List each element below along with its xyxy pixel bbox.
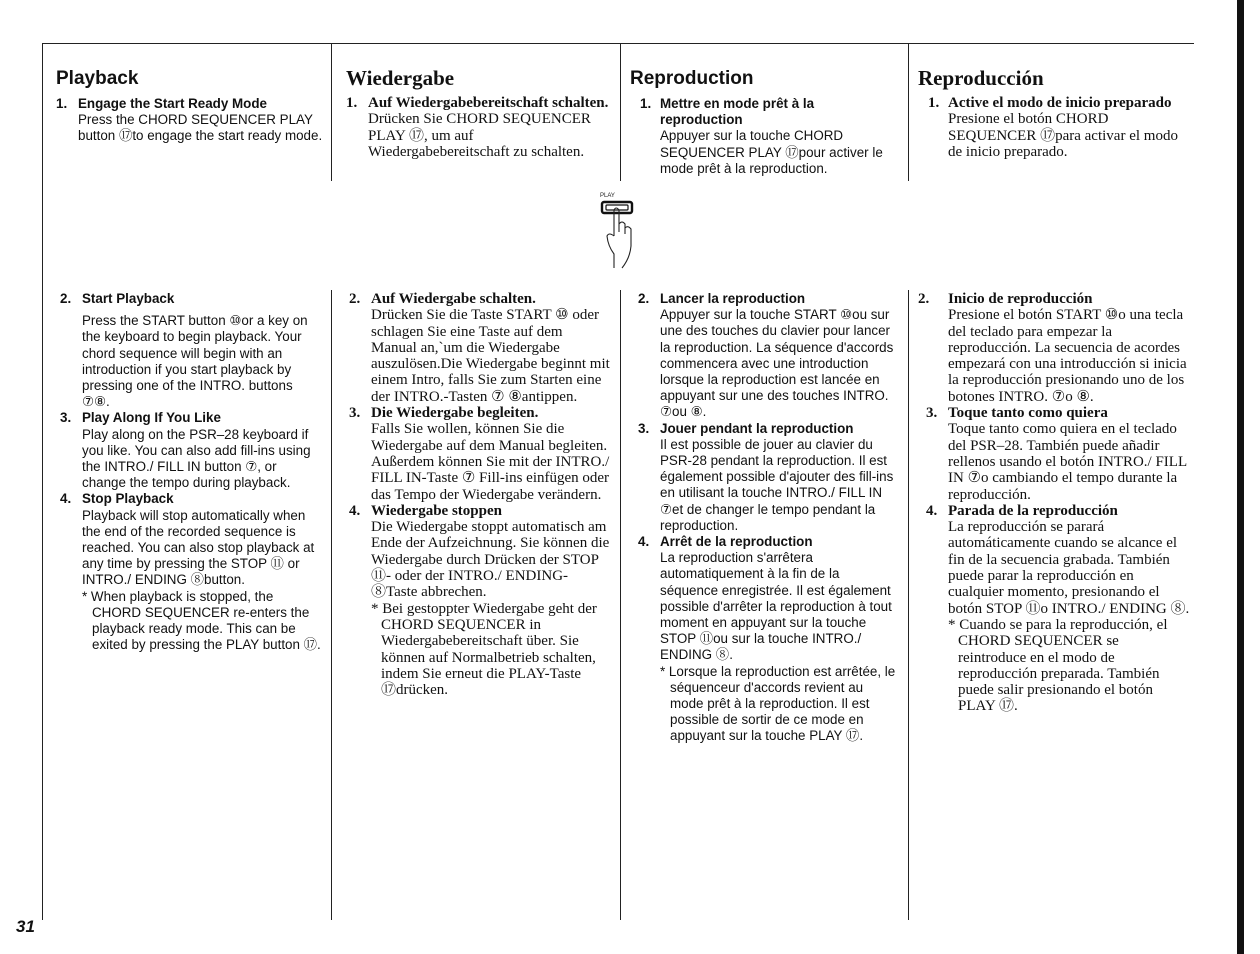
step-heading: Play Along If You Like	[82, 410, 221, 426]
step-1-english	[56, 96, 324, 145]
step-body: Presione el botón CHORD SEQUENCER ⑰para activar el modo de inicio preparado.	[948, 111, 1178, 160]
step-2-german	[349, 291, 612, 405]
step-4-french	[638, 534, 900, 745]
section-title-french: Reproduction	[630, 68, 754, 89]
page-edge-bar	[1237, 0, 1244, 954]
french-column-bottom	[638, 291, 900, 745]
step-body: Playback will stop automatically when the end of the recorded sequence is reached. You can also stop playback at any time by pressing the STOP ⑪ or INTRO./ ENDING ⑧button.	[82, 507, 315, 588]
step-number: 3.	[638, 420, 650, 436]
step-heading: Parada de la reproducción	[948, 502, 1118, 519]
step-3-spanish	[918, 405, 1190, 503]
step-body: Press the START button ⑩or a key on the keyboard to begin playback. Your chord sequence will begin with an introduction if you start playback by pressing one of the INTRO. buttons ⑦⑧.	[82, 313, 308, 410]
column-divider-2	[620, 43, 621, 181]
pointing-hand-icon	[607, 208, 631, 268]
step-2-spanish	[918, 291, 1190, 405]
step-body: La reproduction s'arrêtera automatiquement à la fin de la séquence enregistrée. Il est également possible d'arrêter la reproduction à tout moment en appuyant sur la touche STOP ⑪ou sur la touche INTRO./ ENDING ⑧.	[660, 550, 892, 663]
step-1-spanish	[918, 95, 1190, 160]
step-note: * Bei gestoppter Wiedergabe geht der CHORD SEQUENCER in Wiedergabebereitschaft über. Sie können auf Normalbetrieb schalten, indem Sie erneut die PLAY-Taste ⑰drücken.	[371, 600, 597, 699]
step-number: 4.	[349, 502, 361, 519]
step-heading: Stop Playback	[82, 491, 174, 507]
step-number: 3.	[349, 405, 361, 422]
play-button-illustration	[592, 188, 644, 272]
spanish-column-bottom	[918, 291, 1190, 715]
step-3-german	[349, 405, 612, 503]
step-number: 2.	[638, 291, 650, 306]
step-body: Drücken Sie CHORD SEQUENCER PLAY ⑰, um auf Wiedergabebereitschaft zu schalten.	[368, 111, 591, 160]
step-number: 1.	[346, 95, 358, 111]
step-number: 4.	[638, 534, 650, 550]
step-heading: Mettre en mode prêt à la reproduction	[660, 96, 815, 128]
english-column-top	[56, 68, 324, 145]
step-number: 2.	[918, 291, 930, 307]
step-number: 3.	[926, 405, 938, 422]
step-number: 4.	[60, 491, 72, 507]
step-body: Die Wiedergabe stoppt automatisch am Ende der Aufzeichnung. Sie können die Wiedergabe durch Drücken der STOP ⑪- oder der INTRO./ ENDING- ⑧Taste abbrechen.	[371, 519, 610, 601]
step-body: Il est possible de jouer au clavier du PSR-28 pendant la reproduction. Il est également possible d'ajouter des fill-ins en utilisant la touche INTRO./ FILL IN ⑦et de changer le tempo pendant la reproduction.	[660, 436, 894, 533]
step-heading: Active el modo de inicio preparado	[948, 95, 1172, 111]
step-body: La reproducción se parará automáticamente cuando se alcance el fin de la secuencia grabada. También puede parar la reproducción en cualquier momento, presionando el botón STOP ⑪o INTRO./ ENDING ⑧.	[948, 519, 1190, 617]
step-1-french	[630, 96, 900, 177]
german-column-top	[346, 67, 612, 160]
section-title-spanish: Reproducción	[918, 66, 1044, 90]
top-rule	[42, 43, 1194, 44]
step-heading: Toque tanto como quiera	[948, 405, 1108, 422]
step-heading: Arrêt de la reproduction	[660, 534, 813, 550]
step-3-french	[638, 421, 900, 534]
column-divider-3-lower	[908, 290, 909, 920]
column-divider-1-lower	[331, 290, 332, 920]
step-number: 1.	[56, 96, 68, 111]
step-body: Drücken Sie die Taste START ⑩ oder schlagen Sie eine Taste auf dem Manual an,`um die Wiedergabe auszulösen.Die Wiedergabe beginnt mit einem Intro, falls Sie zum Starten eine der INTRO.-Tasten ⑦ ⑧antippen.	[371, 307, 610, 405]
step-heading: Jouer pendant la reproduction	[660, 420, 854, 436]
step-heading: Lancer la reproduction	[660, 291, 806, 306]
english-column-bottom	[60, 291, 324, 653]
step-heading: Auf Wiedergabe schalten.	[371, 291, 536, 307]
step-body: Toque tanto como quiera en el teclado del PSR–28. También puede añadir rellenos usando el botón INTRO./ FILL IN ⑦o cambiando el tempo durante la reproducción.	[948, 421, 1187, 503]
step-note: * When playback is stopped, the CHORD SEQUENCER re-enters the playback ready mode. This can be exited by pressing the PLAY button ⑰.	[82, 588, 321, 653]
page-number: 31	[16, 917, 35, 936]
step-4-english	[60, 491, 324, 653]
step-4-german	[349, 503, 612, 699]
step-heading: Start Playback	[82, 291, 175, 306]
column-divider-3	[908, 43, 909, 181]
step-4-spanish	[918, 503, 1190, 715]
german-column-bottom	[349, 291, 612, 698]
step-body: Press the CHORD SEQUENCER PLAY button ⑰to engage the start ready mode.	[78, 112, 323, 144]
step-note: * Cuando se para la reproducción, el CHORD SEQUENCER se reintroduce en el modo de reproducción preparada. También puede salir presionando el botón PLAY ⑰.	[948, 616, 1168, 715]
step-body: Appuyer sur la touche START ⑩ou sur une des touches du clavier pour lancer la reproduction. La séquence d'accords commencera avec une introduction lorsque la reproduction est lancée en appuyant sur une des touches INTRO. ⑦ou ⑧.	[660, 307, 894, 420]
step-number: 1.	[928, 95, 940, 111]
step-body: Appuyer sur la touche CHORD SEQUENCER PLAY ⑰pour activer le mode prêt à la reproduction.	[660, 128, 883, 176]
play-label: PLAY	[600, 193, 615, 199]
step-number: 2.	[60, 291, 72, 306]
step-2-french	[638, 291, 900, 421]
step-number: 1.	[640, 96, 652, 111]
step-body: Falls Sie wollen, können Sie die Wiedergabe auf dem Manual begleiten. Außerdem können Sie mit der INTRO./ FILL IN-Taste ⑦ Fill-ins einfügen oder das Tempo der Wiedergabe verändern.	[371, 421, 610, 503]
step-note: * Lorsque la reproduction est arrêtée, le séquenceur d'accords revient au mode prêt à la reproduction. Il est possible de sortir de ce mode en appuyant sur la touche PLAY ⑰.	[660, 663, 896, 744]
french-column-top	[630, 68, 900, 177]
step-heading: Inicio de reproducción	[948, 291, 1093, 307]
step-body: Play along on the PSR–28 keyboard if you like. You can also add fill-ins using the INTRO./ FILL IN button ⑦, or change the tempo during playback.	[82, 426, 311, 491]
step-heading: Auf Wiedergabebereitschaft schalten.	[368, 95, 609, 111]
step-number: 4.	[926, 502, 938, 519]
step-heading: Die Wiedergabe begleiten.	[371, 405, 539, 422]
section-title-english: Playback	[56, 68, 139, 89]
section-title-german: Wiedergabe	[346, 66, 455, 90]
column-divider-1	[331, 43, 332, 181]
step-heading: Engage the Start Ready Mode	[78, 96, 267, 111]
step-2-english	[60, 291, 324, 410]
step-number: 3.	[60, 410, 72, 426]
play-key-inner	[606, 205, 628, 210]
step-heading: Wiedergabe stoppen	[371, 502, 502, 519]
step-body: Presione el botón START ⑩o una tecla del teclado para empezar la reproducción. La secuencia de acordes empezará con una introducción si inicia la reproducción presionando uno de los botones INTRO. ⑦o ⑧.	[948, 307, 1187, 405]
step-3-english	[60, 410, 324, 491]
step-number: 2.	[349, 291, 361, 307]
column-divider-2-lower	[620, 290, 621, 920]
spanish-column-top	[918, 67, 1190, 160]
column-divider-left	[42, 43, 43, 920]
step-1-german	[346, 95, 612, 160]
